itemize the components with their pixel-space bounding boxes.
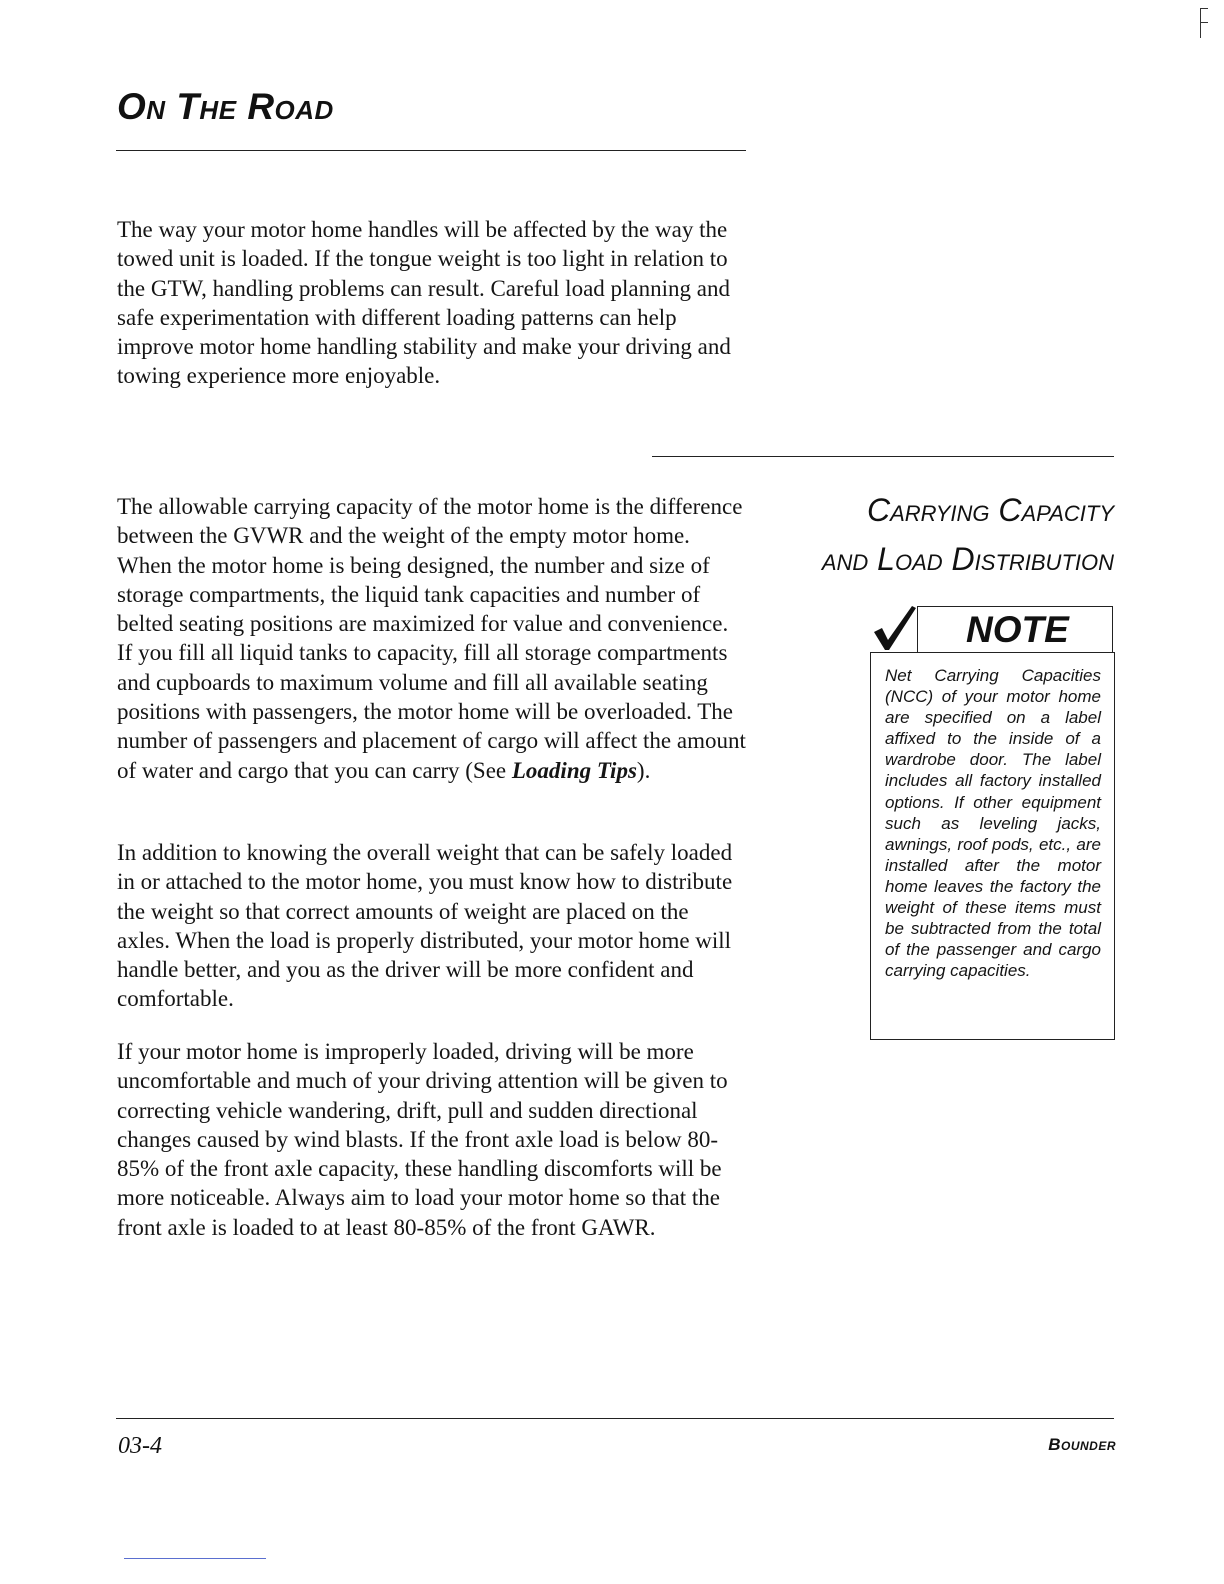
note-text: Net Carrying Capacities (NCC) of your motor home are specified on a label affixed to the inside of a wardrobe door. The label includes all factory installed options. If other equipment such as leveling jacks, awnings, roof pods, etc., are installed after the motor home leaves the factory the weight of these items must be subtracted from the total of the passenger and cargo carrying capacities. (885, 666, 1101, 981)
body-paragraph-1-text: The allowable carrying capacity of the motor home is the difference between the GVWR and the weight of the empty motor home. When the motor home is being designed, the number and size of storage compartments, the liquid tank capacities and number of belted seating positions are maximized for value and convenience. If you fill all liquid tanks to capacity, fill all storage compartments and cupboards to maximum volume and fill all available seating positions with passengers, the motor home will be overloaded. The number of passengers and placement of cargo will affect the amount of water and cargo that you can carry (See (117, 494, 746, 783)
scan-mark-top-right-tick-2 (1200, 22, 1208, 23)
body-paragraph-3: If your motor home is improperly loaded, driving will be more uncomfortable and much of your driving attention will be given to correcting vehicle wandering, drift, pull and sudden directional changes caused by wind blasts. If the front axle load is below 80-85% of the front axle capacity, these handling discomforts will be more noticeable. Always aim to load your motor home so that the front axle is loaded to at least 80-85% of the front GAWR. (117, 1039, 728, 1240)
page-number: 03-4 (118, 1433, 162, 1459)
header-rule (116, 150, 746, 151)
body-paragraph-1-end: ). (636, 757, 651, 783)
checkmark-icon (868, 602, 920, 652)
page-title: On The Road (117, 86, 334, 127)
body-paragraph-1 (117, 492, 747, 785)
scan-mark-bottom-left (124, 1558, 266, 1559)
intro-paragraph: The way your motor home handles will be affected by the way the towed unit is loaded. If the tongue weight is too light in relation to the GTW, handling problems can result. Careful load planning and safe experimentation with different loading patterns can help improve motor home handling stability and make your driving and towing experience more enjoyable. (117, 217, 731, 389)
section-rule (652, 456, 1114, 457)
body-paragraph-2: In addition to knowing the overall weight that can be safely loaded in or attached to the motor home, you must know how to distribute the weight so that correct amounts of weight are placed on the axles. When the load is properly distributed, your motor home will handle better, and you as the driver will be more confident and comfortable. (117, 840, 733, 1012)
section-heading-line2: and Load Distribution (821, 541, 1114, 577)
brand-name: Bounder (1048, 1435, 1116, 1454)
section-heading-line1: Carrying Capacity (866, 492, 1114, 528)
section-heading (694, 486, 1114, 584)
loading-tips-reference: Loading Tips (511, 757, 637, 783)
footer-rule (116, 1418, 1114, 1419)
note-title: NOTE (917, 606, 1113, 652)
note-box (870, 652, 1115, 1040)
scan-mark-top-right (1200, 8, 1201, 38)
scan-mark-top-right-tick (1200, 8, 1208, 9)
